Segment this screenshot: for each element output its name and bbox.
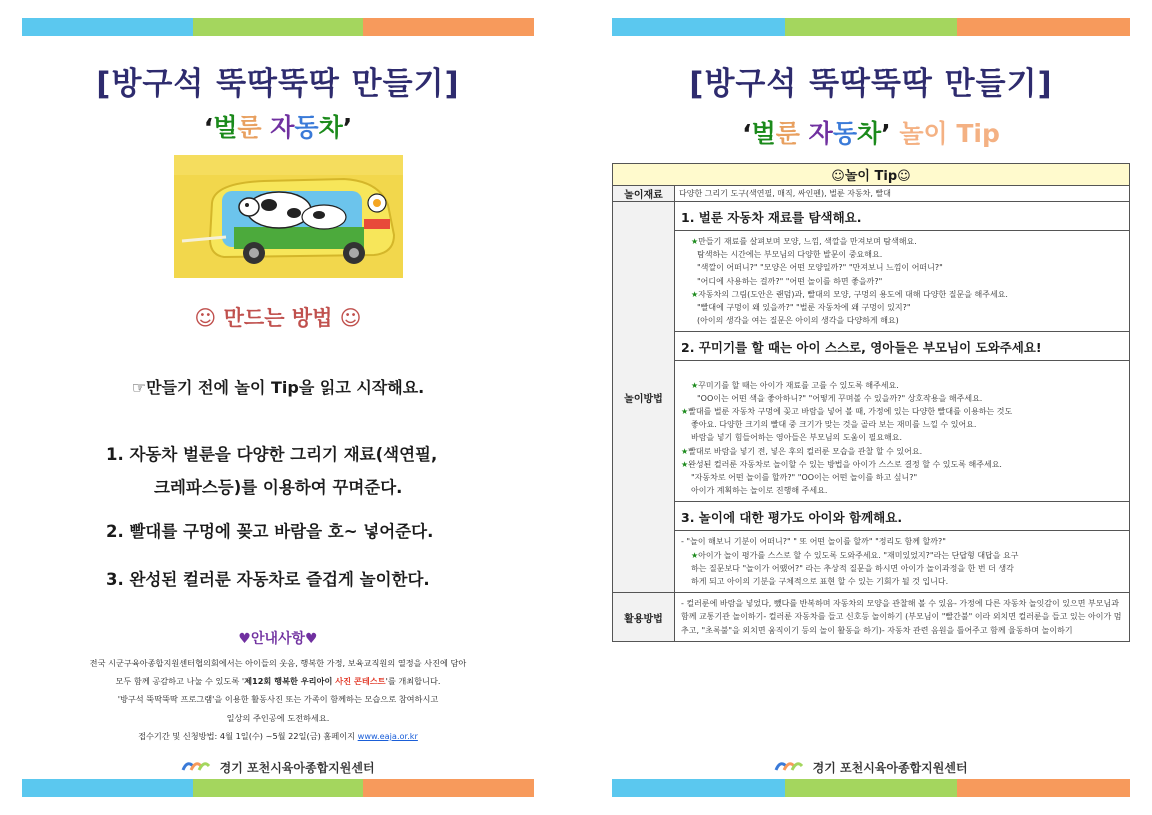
- bar-segment-blue: [22, 779, 193, 797]
- use-line: - 컬러룬 자동차를 들고 신호등 놀이하기 (부모님이 "빨간불" 이라 외치면 컬러룬을 들고 있는 아이가 멈추고,: [681, 612, 1122, 635]
- section-line: "자동차로 어떤 놀이를 할까?" "OO이는 어떤 놀이를 하고 싶니?": [691, 473, 918, 483]
- balloon-car-photo: [174, 155, 403, 278]
- subtitle-part: 동: [832, 119, 857, 148]
- notice-line-2: [22, 676, 534, 687]
- method-section-3: [675, 502, 1130, 593]
- notice-line-5: [22, 731, 534, 742]
- bar-segment-blue: [612, 18, 785, 36]
- step-2: [106, 515, 526, 548]
- star-icon: ★: [681, 407, 689, 417]
- section-line: ★아이가 놀이 평가를 스스로 할 수 있도록 도와주세요. "재미있었지?"라는 단답형 대답을 요구: [691, 550, 1019, 560]
- notice-heading: ♥안내사항♥: [238, 631, 318, 647]
- play-tip-table: [612, 163, 1130, 642]
- footer-text: 경기 포천시육아종합지원센터: [219, 761, 375, 775]
- section-line: ★꾸미기를 할 때는 아이가 재료를 고를 수 있도록 해주세요.: [691, 380, 899, 390]
- section-line: ★완성된 컬러룬 자동차로 놀이할 수 있는 방법을 아이가 스스로 결정 할 수 있도록 해주세요.: [681, 459, 1002, 469]
- section-line: ★빨대를 벌룬 자동차 구멍에 꽂고 바람을 넣어 볼 때, 가정에 있는 다양한 빨대를 이용하는 것도: [681, 407, 1013, 417]
- bar-segment-blue: [612, 779, 785, 797]
- section-body: [675, 531, 1129, 592]
- use-line: "초록불"을 외치면 움직이기 등의 놀이 활동을 하기): [699, 625, 882, 635]
- table-header: ☺놀이 Tip☺: [613, 164, 1130, 186]
- center-logo-icon: [181, 758, 211, 777]
- center-logo-icon: [774, 758, 804, 777]
- use-methods: [675, 593, 1130, 642]
- subtitle-part: ‘: [742, 119, 752, 148]
- notice-line-2b: 제12회 행복한 우리아이: [244, 676, 336, 686]
- star-icon: ★: [681, 446, 689, 456]
- use-label: 활용방법: [613, 593, 675, 642]
- notice-line-3: '방구석 뚝딱뚝딱 프로그램'을 이용한 활동사진 또는 가족이 함께하는 모습으로 참여하시고: [117, 694, 439, 704]
- subtitle-part: 차: [856, 119, 882, 148]
- method-section-2: [675, 332, 1130, 502]
- section-line: 하게 되고 아이의 기분을 구체적으로 표현 할 수 있는 기회가 될 것 입니다.: [691, 577, 949, 587]
- subtitle-part: 자: [808, 119, 833, 148]
- section-line: 아이가 계획하는 놀이로 진행해 주세요.: [691, 486, 828, 496]
- bar-segment-orange: [957, 18, 1130, 36]
- materials-label: 놀이재료: [613, 186, 675, 202]
- bar-segment-blue: [22, 18, 193, 36]
- step-2-line-1: 2. 빨대를 구멍에 꽂고 바람을 호~ 넣어준다.: [106, 522, 434, 541]
- use-line: - 컬러룬에 바람을 넣었다, 뺐다를 반복하며 자동차의 모양을 관찰해 볼 수 있음: [681, 599, 954, 609]
- bar-segment-green: [785, 18, 958, 36]
- section-line: "OO이는 어떤 색을 좋아하니?" "어떻게 꾸며볼 수 있을까?" 상호작용을 해주세요.: [697, 393, 983, 403]
- step-1-line-1: 1. 자동차 벌룬을 다양한 그리기 재료(색연필,: [106, 445, 438, 464]
- bar-segment-green: [785, 779, 958, 797]
- step-3: [106, 563, 526, 596]
- bar-segment-green: [193, 18, 364, 36]
- section-line: [681, 365, 1123, 378]
- page-title: [방구석 뚝딱뚝딱 만들기]: [96, 66, 460, 102]
- subtitle-part: 룬: [775, 119, 809, 148]
- subtitle-part: 동: [294, 113, 319, 142]
- section-line: 좋아요. 다양한 크기의 빨대 중 크기가 맞는 것을 골라 보는 재미를 느낄 수 있어요.: [691, 420, 977, 430]
- footer: [22, 758, 534, 777]
- bar-segment-green: [193, 779, 364, 797]
- section-line: "색깔이 어떠니?" "모양은 어떤 모양일까?" "만져보니 느낌이 어떠니?": [697, 263, 943, 273]
- page-subtitle: [612, 114, 1130, 150]
- subtitle-part: ’: [881, 119, 900, 148]
- section-line: ★만들기 재료를 살펴보며 모양, 느낌, 색깔을 만져보며 탐색해요.: [691, 237, 917, 246]
- star-icon: ★: [681, 459, 689, 469]
- color-bar-bottom: [612, 779, 1130, 797]
- step-1: [106, 438, 526, 504]
- color-bar-top: [612, 18, 1130, 36]
- section-line: "빨대에 구멍이 왜 있을까?" "벌룬 자동차에 왜 구멍이 있지?": [697, 303, 911, 313]
- subtitle-part: 놀이 Tip: [899, 119, 1000, 148]
- subtitle-part: 룬: [237, 113, 271, 142]
- page-subtitle: [22, 108, 534, 144]
- subtitle-part: 차: [318, 113, 343, 142]
- section-body: [675, 231, 1129, 331]
- section-line: - "놀이 해보니 기분이 어떠니?" " 또 어떤 놀이를 할까" "정리도 함께 할까?": [681, 537, 946, 547]
- footer: [612, 758, 1130, 777]
- subtitle-part: ’: [342, 113, 353, 142]
- star-icon: ★: [691, 380, 699, 390]
- section-line: (아이의 생각을 여는 질문은 아이의 생각을 다양하게 해요): [697, 316, 899, 326]
- section-line: 탐색하는 시간에는 부모님의 다양한 발문이 중요해요.: [697, 250, 883, 260]
- bar-segment-orange: [957, 779, 1130, 797]
- tip-instruction: ☞만들기 전에 놀이 Tip을 읽고 시작해요.: [131, 378, 425, 397]
- page-title: [방구석 뚝딱뚝딱 만들기]: [689, 66, 1053, 102]
- bar-segment-orange: [363, 18, 534, 36]
- section-heading: 2. 꾸미기를 할 때는 아이 스스로, 영아들은 부모님이 도와주세요!: [675, 332, 1129, 361]
- section-line: ★빨대로 바람을 넣기 전, 넣은 후의 컬러룬 모습을 관찰 할 수 있어요.: [681, 446, 923, 456]
- step-3-line-1: 3. 완성된 컬러룬 자동차로 즐겁게 놀이한다.: [106, 570, 430, 589]
- notice-line-2c: 사진 콘테스트: [335, 676, 386, 686]
- subtitle-part: 벌: [213, 113, 238, 142]
- use-line: - 자동차 관련 음원을 틀어주고 함께 율동하며 놀이하기: [881, 625, 1073, 635]
- notice-line-1: 전국 시군구육아종합지원센터협의회에서는 아이들의 웃음, 행복한 가정, 보육교직원의 열정을 사진에 담아: [89, 658, 467, 668]
- notice-line-2a: 모두 함께 공감하고 나눌 수 있도록 ': [115, 676, 245, 686]
- section-line: 하는 질문보다 "놀이가 어땠어?" 라는 추상적 질문을 하시면 아이가 놀이과정을 한 번 더 생각: [691, 563, 1014, 573]
- section-line: ★자동차의 그림(도안은 랜덤)과, 빨대의 모양, 구멍의 용도에 대해 다양한 질문을 해주세요.: [691, 289, 1008, 299]
- homepage-link[interactable]: www.eaja.or.kr: [357, 731, 418, 741]
- notice-line-2d: '를 개최합니다.: [385, 676, 441, 686]
- method-label: 놀이방법: [613, 202, 675, 593]
- step-1-line-2: 크레파스등)를 이용하여 꾸며준다.: [154, 478, 403, 497]
- use-line: - 가정에 다른 자동차 놀잇감이 있으면 부모님과 함께 교통기관 놀이하기: [681, 599, 1119, 622]
- right-page: [612, 0, 1130, 815]
- section-heading: 1. 벌룬 자동차 재료를 탐색해요.: [675, 202, 1129, 231]
- materials-value: 다양한 그리기 도구(색연필, 매직, 싸인펜), 벌룬 자동차, 빨대: [675, 186, 1130, 202]
- subtitle-part: 벌: [751, 119, 776, 148]
- section-heading: 3. 놀이에 대한 평가도 아이와 함께해요.: [675, 502, 1129, 531]
- color-bar-bottom: [22, 779, 534, 797]
- subtitle-part: ‘: [203, 113, 214, 142]
- section-line: 바람을 넣기 힘들어하는 영아들은 부모님의 도움이 필요해요.: [691, 433, 902, 443]
- star-icon: ★: [691, 237, 699, 246]
- section-line: "어디에 사용하는 걸까?" "어떤 놀이를 하면 좋을까?": [697, 276, 883, 286]
- bar-segment-orange: [363, 779, 534, 797]
- star-icon: ★: [691, 289, 699, 299]
- method-section-1: [675, 202, 1130, 332]
- notice-line-4: 일상의 주인공에 도전하세요.: [226, 713, 330, 723]
- section-body: [675, 361, 1129, 501]
- left-page: [22, 0, 534, 815]
- method-heading: ☺ 만드는 방법 ☺: [194, 306, 362, 330]
- star-icon: ★: [691, 550, 699, 560]
- subtitle-part: 자: [270, 113, 295, 142]
- color-bar-top: [22, 18, 534, 36]
- notice-line-5a: 접수기간 및 신청방법: 4월 1일(수) ~5월 22일(금) 홈페이지: [138, 731, 358, 741]
- footer-text: 경기 포천시육아종합지원센터: [812, 761, 968, 775]
